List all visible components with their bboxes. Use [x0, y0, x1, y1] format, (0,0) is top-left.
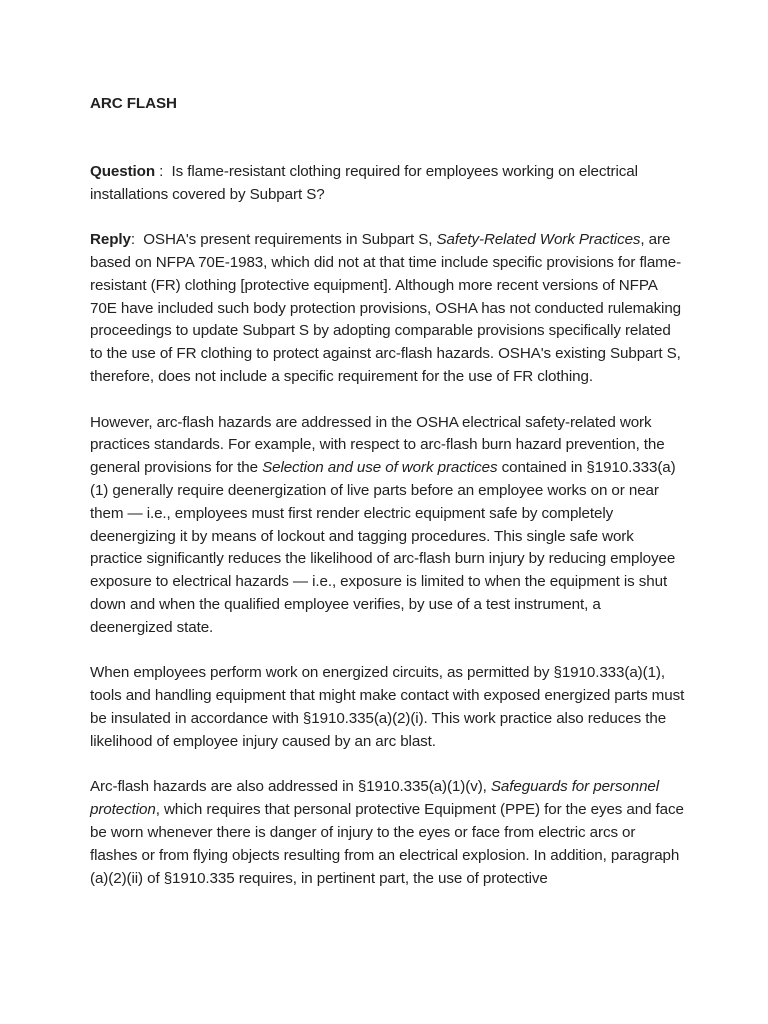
spacer — [90, 640, 686, 663]
document-body — [90, 93, 686, 890]
paragraph-energized-circuits: When employees perform work on energized circuits, as permitted by §1910.333(a)(1), tools and handling equipment that might make contact with exposed energized parts must be insulated in accordance with §1910.335(a)(2)(i). This work practice also reduces the likelihood of employee injury caused by an arc blast. — [90, 664, 685, 750]
paragraph-safeguards — [90, 776, 686, 890]
paragraph-2-italic-title: Selection and use of work practices — [262, 459, 498, 477]
reply-paragraph — [90, 229, 686, 389]
reply-separator: : — [130, 231, 144, 249]
document-heading: ARC FLASH — [90, 95, 177, 112]
paragraph-4-italic-title: Safeguards for personnel protection — [90, 778, 660, 819]
spacer — [90, 754, 686, 777]
question-text: Is flame-resistant clothing required for employees working on electrical installations covered by Subpart S? — [90, 162, 638, 203]
reply-text-1: OSHA's present requirements in Subpart S, — [143, 231, 437, 249]
question-separator: : — [155, 162, 172, 180]
reply-text-2: , are based on NFPA 70E-1983, which did not at that time include specific provisions for flame-resistant (FR) clothing [protective equipment]. Although more recent versions of NFPA 70E have included such body protection provisions, OSHA has not conducted rulemaking proceedings to update Subpart S by adopting comparable provisions specifically related to the use of FR clothing to protect against arc-flash hazards. OSHA's existing Subpart S, therefore, does not include a specific requirement for the use of FR clothing. — [90, 231, 682, 385]
reply-italic-title: Safety-Related Work Practices — [436, 231, 641, 249]
spacer — [90, 206, 686, 229]
paragraph-4-text-1: Arc-flash hazards are also addressed in §1910.335(a)(1)(v), — [90, 778, 491, 796]
question-paragraph — [90, 161, 686, 207]
question-label: Question — [90, 162, 156, 180]
paragraph-2-text-2: contained in §1910.333(a)(1) generally require deenergization of live parts before an employee works on or near them — i.e., employees must first render electric equipment safe by completely deenergizing it by means of lockout and tagging procedures. This single safe work practice significantly reduces the likelihood of arc-flash burn injury by reducing employee exposure to electrical hazards — i.e., exposure is limited to when the equipment is shut down and when the qualified employee verifies, by use of a test instrument, a deenergized state. — [90, 459, 676, 636]
spacer — [90, 116, 686, 161]
paragraph-4-text-2: , which requires that personal protective Equipment (PPE) for the eyes and face be worn whenever there is danger of injury to the eyes or face from electric arcs or flashes or from flying objects resulting from an electrical explosion. In addition, paragraph (a)(2)(ii) of §1910.335 requires, in pertinent part, the use of protective — [90, 801, 684, 887]
spacer — [90, 389, 686, 412]
paragraph-2-text-1: However, arc-flash hazards are addressed in the OSHA electrical safety-related work practices standards. For example, with respect to arc-flash burn hazard prevention, the general provisions for the — [90, 413, 665, 477]
reply-label: Reply — [90, 231, 131, 249]
paragraph-work-practices — [90, 412, 686, 640]
